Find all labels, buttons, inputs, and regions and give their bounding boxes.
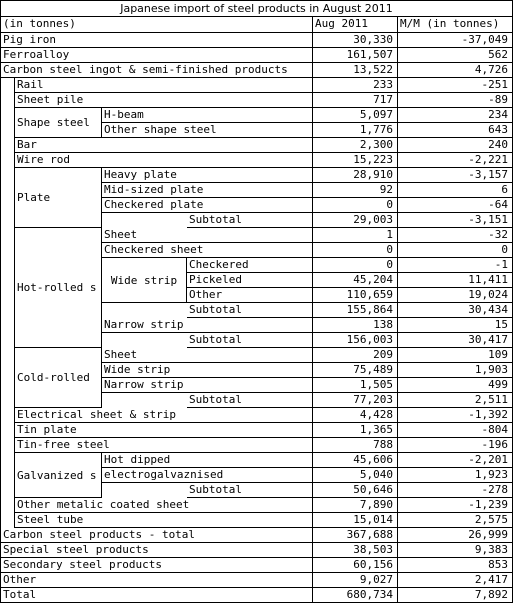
mm-value: -3,157	[398, 168, 513, 183]
row-label: Carbon steel ingot & semi-finished products	[0, 63, 313, 78]
mm-value: 11,411	[398, 273, 513, 288]
aug-value: 788	[313, 438, 398, 453]
row-label: Ferroalloy	[0, 48, 313, 63]
aug-value: 92	[313, 183, 398, 198]
row-label: Subtotal	[187, 303, 313, 318]
mm-value: 2,575	[398, 513, 513, 528]
mm-value: 7,892	[398, 588, 513, 603]
aug-value: 15,014	[313, 513, 398, 528]
mm-value: -251	[398, 78, 513, 93]
aug-value: 28,910	[313, 168, 398, 183]
row-label: Tin plate	[15, 423, 313, 438]
column-header-aug: Aug 2011	[313, 17, 398, 33]
mm-value: 1,923	[398, 468, 513, 483]
aug-value: 1	[313, 228, 398, 243]
row-label: Tin-free steel	[15, 438, 313, 453]
row-label: Subtotal	[187, 333, 313, 348]
mm-value: -2,221	[398, 153, 513, 168]
mm-value: 0	[398, 243, 513, 258]
row-label: Checkered plate	[102, 198, 313, 213]
mm-value: 19,024	[398, 288, 513, 303]
row-label: Wide strip	[102, 363, 313, 378]
aug-value: 156,003	[313, 333, 398, 348]
indent-spine	[0, 78, 15, 528]
mm-value: -3,151	[398, 213, 513, 228]
aug-value: 5,040	[313, 468, 398, 483]
aug-value: 77,203	[313, 393, 398, 408]
aug-value: 161,507	[313, 48, 398, 63]
mm-value: -1	[398, 258, 513, 273]
row-label: Subtotal	[187, 213, 313, 228]
mm-value: 853	[398, 558, 513, 573]
group-label: Hot-rolled s	[15, 228, 102, 348]
mm-value: 30,417	[398, 333, 513, 348]
row-label: Sheet	[102, 348, 313, 363]
mm-value: -32	[398, 228, 513, 243]
row-label: Narrow strip	[102, 318, 313, 333]
mm-value: 6	[398, 183, 513, 198]
group-label: Cold-rolled	[15, 348, 102, 408]
row-label: Narrow strip	[102, 378, 313, 393]
aug-value: 233	[313, 78, 398, 93]
mm-value: -37,049	[398, 33, 513, 48]
mm-value: -1,392	[398, 408, 513, 423]
column-header-mm: M/M (in tonnes)	[398, 17, 513, 33]
aug-value: 75,489	[313, 363, 398, 378]
row-label: Checkered sheet	[102, 243, 313, 258]
row-label: Wire rod	[15, 153, 313, 168]
table-title: Japanese import of steel products in August 2011	[0, 0, 513, 17]
aug-value: 1,505	[313, 378, 398, 393]
mm-value: 240	[398, 138, 513, 153]
aug-value: 1,776	[313, 123, 398, 138]
aug-value: 45,606	[313, 453, 398, 468]
row-label: Total	[0, 588, 313, 603]
aug-value: 0	[313, 258, 398, 273]
mm-value: 26,999	[398, 528, 513, 543]
mm-value: 2,511	[398, 393, 513, 408]
aug-value: 4,428	[313, 408, 398, 423]
row-label: Hot dipped	[102, 453, 313, 468]
row-label: Sheet pile	[15, 93, 313, 108]
mm-value: 234	[398, 108, 513, 123]
mm-value: 15	[398, 318, 513, 333]
mm-value: -278	[398, 483, 513, 498]
aug-value: 0	[313, 198, 398, 213]
aug-value: 5,097	[313, 108, 398, 123]
mm-value: 109	[398, 348, 513, 363]
row-label: Rail	[15, 78, 313, 93]
row-label: Carbon steel products - total	[0, 528, 313, 543]
mm-value: -2,201	[398, 453, 513, 468]
mm-value: 643	[398, 123, 513, 138]
aug-value: 680,734	[313, 588, 398, 603]
row-label: Pickeled	[187, 273, 313, 288]
row-label: Special steel products	[0, 543, 313, 558]
row-label: Other shape steel	[102, 123, 313, 138]
aug-value: 29,003	[313, 213, 398, 228]
aug-value: 367,688	[313, 528, 398, 543]
aug-value: 30,330	[313, 33, 398, 48]
aug-value: 110,659	[313, 288, 398, 303]
aug-value: 7,890	[313, 498, 398, 513]
mm-value: 9,383	[398, 543, 513, 558]
mm-value: 1,903	[398, 363, 513, 378]
mm-value: 30,434	[398, 303, 513, 318]
mm-value: -64	[398, 198, 513, 213]
aug-value: 45,204	[313, 273, 398, 288]
mm-value: -1,239	[398, 498, 513, 513]
aug-value: 38,503	[313, 543, 398, 558]
row-label: Other metalic coated sheet	[15, 498, 313, 513]
aug-value: 717	[313, 93, 398, 108]
mm-value: -804	[398, 423, 513, 438]
group-label: Shape steel	[15, 108, 102, 138]
mm-value: -89	[398, 93, 513, 108]
aug-value: 1,365	[313, 423, 398, 438]
row-label: Subtotal	[187, 393, 313, 408]
row-label: electrogalvaznised	[102, 468, 313, 483]
subgroup-label: Wide strip	[102, 258, 187, 303]
row-label: Steel tube	[15, 513, 313, 528]
mm-value: 4,726	[398, 63, 513, 78]
row-label: Pig iron	[0, 33, 313, 48]
row-label: Other	[0, 573, 313, 588]
row-label: Sheet	[102, 228, 313, 243]
aug-value: 209	[313, 348, 398, 363]
mm-value: -196	[398, 438, 513, 453]
row-label: Mid-sized plate	[102, 183, 313, 198]
aug-value: 155,864	[313, 303, 398, 318]
row-label: H-beam	[102, 108, 313, 123]
aug-value: 13,522	[313, 63, 398, 78]
aug-value: 9,027	[313, 573, 398, 588]
row-label: Other	[187, 288, 313, 303]
row-label: Electrical sheet & strip	[15, 408, 313, 423]
aug-value: 60,156	[313, 558, 398, 573]
aug-value: 138	[313, 318, 398, 333]
unit-header: (in tonnes)	[0, 17, 313, 33]
aug-value: 0	[313, 243, 398, 258]
mm-value: 2,417	[398, 573, 513, 588]
row-label: Bar	[15, 138, 313, 153]
group-label: Galvanized s	[15, 453, 102, 498]
row-label: Heavy plate	[102, 168, 313, 183]
mm-value: 562	[398, 48, 513, 63]
row-label: Checkered	[187, 258, 313, 273]
aug-value: 15,223	[313, 153, 398, 168]
row-label: Secondary steel products	[0, 558, 313, 573]
aug-value: 50,646	[313, 483, 398, 498]
aug-value: 2,300	[313, 138, 398, 153]
mm-value: 499	[398, 378, 513, 393]
row-label: Subtotal	[187, 483, 313, 498]
group-label: Plate	[15, 168, 102, 228]
